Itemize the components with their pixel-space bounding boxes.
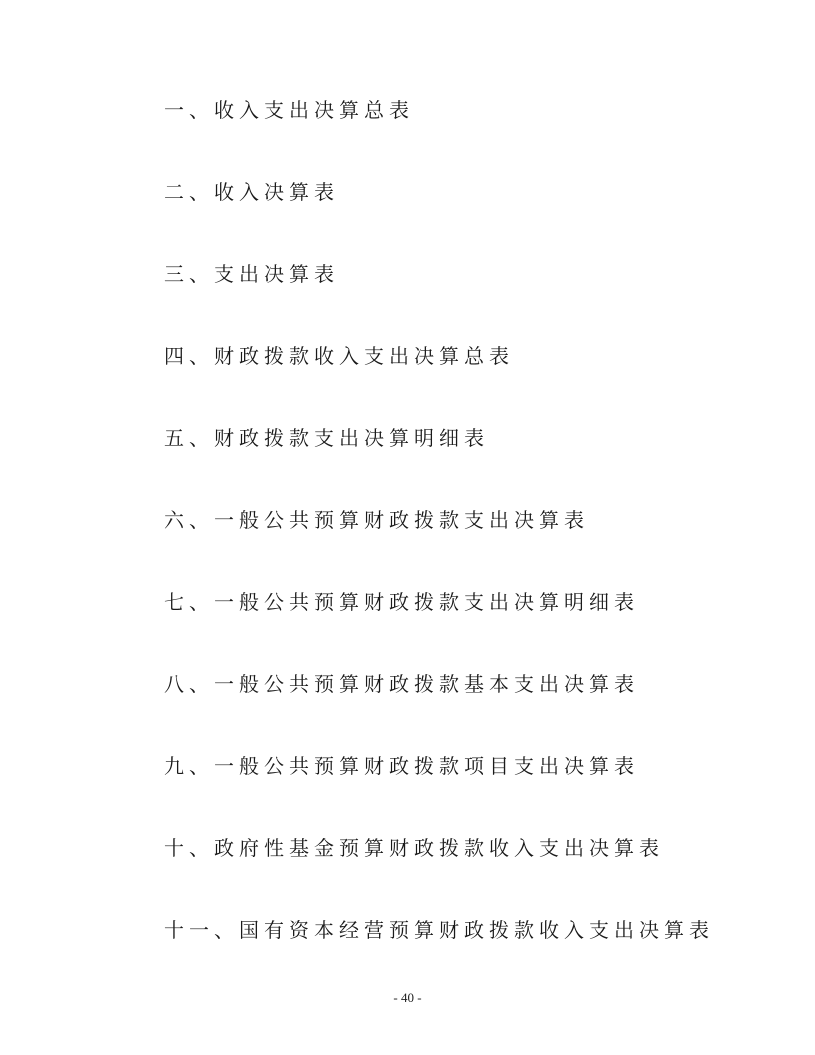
list-item: 九、一般公共预算财政拨款项目支出决算表 <box>164 754 639 778</box>
list-item: 七、一般公共预算财政拨款支出决算明细表 <box>164 590 639 614</box>
list-item: 三、支出决算表 <box>164 262 339 286</box>
page-number: - 40 - <box>393 990 422 1005</box>
list-item: 一、收入支出决算总表 <box>164 98 414 122</box>
list-item: 十、政府性基金预算财政拨款收入支出决算表 <box>164 836 664 860</box>
list-item: 二、收入决算表 <box>164 180 339 204</box>
table-list <box>164 92 714 994</box>
list-item: 四、财政拨款收入支出决算总表 <box>164 344 514 368</box>
list-item: 六、一般公共预算财政拨款支出决算表 <box>164 508 589 532</box>
list-item: 八、一般公共预算财政拨款基本支出决算表 <box>164 672 639 696</box>
list-item: 十一、国有资本经营预算财政拨款收入支出决算表 <box>164 918 714 942</box>
list-item: 五、财政拨款支出决算明细表 <box>164 426 489 450</box>
